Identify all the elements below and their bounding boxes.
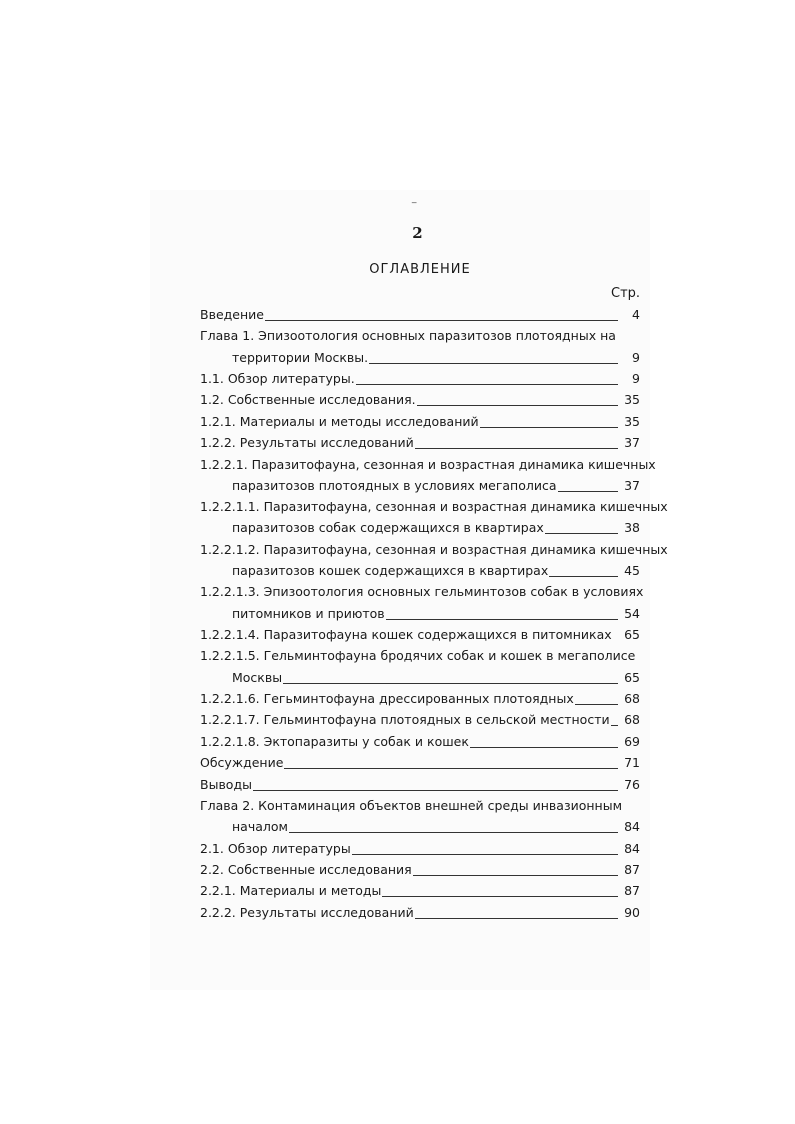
toc-entry-text: Введение [200,307,264,322]
toc-entry-line [200,350,640,368]
toc-page-number: 84 [624,840,640,856]
toc-entry-line [200,798,640,816]
page-column-label: Стр. [611,286,641,301]
toc-entry-line [200,478,640,496]
toc-leader-line [369,363,618,364]
toc-entry-text: 2.2.2. Результаты исследований [200,904,414,920]
toc-leader-line [265,320,618,321]
toc-entry-line [200,584,644,602]
toc-leader-line [545,533,618,534]
toc-entry-line [200,371,640,389]
toc-entry-line [200,905,640,923]
toc-page-number: 9 [632,349,640,365]
toc-entry-line [200,392,640,410]
toc-page-number: 4 [632,307,640,322]
toc-entry-line [200,563,640,581]
toc-entry-line [200,755,640,773]
toc-entry-line [200,819,640,837]
toc-page-number: 35 [624,392,640,408]
toc-entry-line [200,606,640,624]
toc-leader-line [289,832,618,833]
toc-entry-text: 1.2.1. Материалы и методы исследований [200,413,479,429]
toc-entry-line [200,307,640,325]
toc-entry-line [200,862,640,880]
toc-entry-line [200,520,640,538]
toc-leader-line [480,427,618,428]
toc-entry-text: 1.2.2. Результаты исследований [200,435,414,451]
toc-leader-line [415,448,618,449]
toc-entry-line [200,456,656,475]
toc-entry-text: 1.2.2.1. Паразитофауна, сезонная и возрастная динамика кишечных [200,456,656,472]
toc-entry-text: 1.2.2.1.5. Гельминтофауна бродячих собак и кошек в мегаполисе [200,648,636,664]
toc-entry-text: 1.2.2.1.2. Паразитофауна, сезонная и возрастная динамика кишечных [200,541,668,557]
toc-entry-text: 1.2.2.1.4. Паразитофауна кошек содержащихся в питомниках [200,627,612,642]
toc-leader-line [611,725,618,726]
toc-leader-line [382,896,618,897]
toc-entry-text: 2.2. Собственные исследования [200,862,412,877]
toc-page-number: 90 [624,904,640,920]
toc-entry-line [200,777,640,795]
toc-page-number: 65 [624,669,640,685]
toc-page-number: 37 [624,477,640,493]
toc-page-number: 37 [624,435,640,451]
toc-entry-line [200,541,668,560]
toc-entry-line [200,670,640,688]
toc-page-number: 87 [624,862,640,877]
toc-page-number: 38 [624,520,640,536]
toc-title: ОГЛАВЛЕНИЕ [369,262,471,277]
toc-page-number: 68 [624,691,640,706]
toc-leader-line [283,683,618,684]
toc-entry-text: Москвы [232,669,283,685]
toc-entry-line [200,841,640,859]
toc-entry-text: паразитозов плотоядных в условиях мегаполиса [232,477,557,493]
toc-page-number: 68 [624,712,640,728]
toc-page-number: 54 [624,605,640,621]
toc-entry-text: 2.2.1. Материалы и методы [200,883,382,899]
toc-leader-line [356,384,618,385]
toc-entry-text: Обсуждение [200,755,284,771]
toc-entry-line [200,734,640,752]
toc-leader-line [549,576,618,577]
toc-page-number: 71 [624,755,640,771]
toc-leader-line [575,704,618,705]
toc-entry-text: паразитозов собак содержащихся в квартирах [232,520,544,536]
toc-entry-text: Выводы [200,776,252,792]
toc-entry-line [200,712,640,730]
toc-entry-line [200,648,640,666]
toc-entry-text: 1.2. Собственные исследования. [200,392,416,408]
toc-entry-text: Глава 1. Эпизоотология основных паразитозов плотоядных на [200,328,616,344]
toc-entry-text: территории Москвы. [232,349,369,365]
toc-page-number: 84 [624,819,640,835]
toc-entry-text: паразитозов кошек содержащихся в квартирах [232,563,549,578]
toc-leader-line [470,747,618,748]
toc-leader-line [253,790,618,791]
toc-entry-text: 1.1. Обзор литературы. [200,371,355,386]
toc-entry-line [200,499,668,517]
toc-entry-line [200,627,640,645]
toc-leader-line [352,854,618,855]
toc-entry-line [200,414,640,432]
toc-entry-text: питомников и приютов [232,605,385,621]
toc-leader-line [413,875,618,876]
toc-entry-line [200,435,640,453]
toc-entry-line [200,883,640,901]
scan-mark: ⁻ [411,198,417,212]
page-number: 2 [412,224,423,242]
toc-leader-line [386,619,618,620]
toc-entry-line [200,328,640,346]
toc-entry-line [200,691,640,709]
toc-entry-text: 1.2.2.1.3. Эпизоотология основных гельминтозов собак в условиях [200,584,644,600]
toc-page-number: 45 [624,563,640,578]
toc-leader-line [415,918,618,919]
toc-entry-text: 1.2.2.1.1. Паразитофауна, сезонная и возрастная динамика кишечных [200,499,668,515]
toc-leader-line [284,768,618,769]
toc-page-number: 76 [624,776,640,792]
toc-page-number: 9 [632,371,640,386]
toc-entry-text: 1.2.2.1.8. Эктопаразиты у собак и кошек [200,733,469,749]
toc-page-number: 87 [624,883,640,899]
toc-entry-text: началом [232,819,288,835]
toc-entry-text: 1.2.2.1.7. Гельминтофауна плотоядных в сельской местности [200,712,610,728]
toc-page-number: 69 [624,733,640,749]
toc-leader-line [417,405,618,406]
toc-entry-text: 2.1. Обзор литературы [200,840,351,856]
toc-entry-text: Глава 2. Контаминация объектов внешней среды инвазионным [200,798,623,813]
toc-entry-text: 1.2.2.1.6. Гегьминтофауна дрессированных плотоядных [200,691,574,706]
toc-page-number: 35 [624,413,640,429]
toc-page-number: 65 [624,627,640,642]
toc-leader-line [558,491,618,492]
